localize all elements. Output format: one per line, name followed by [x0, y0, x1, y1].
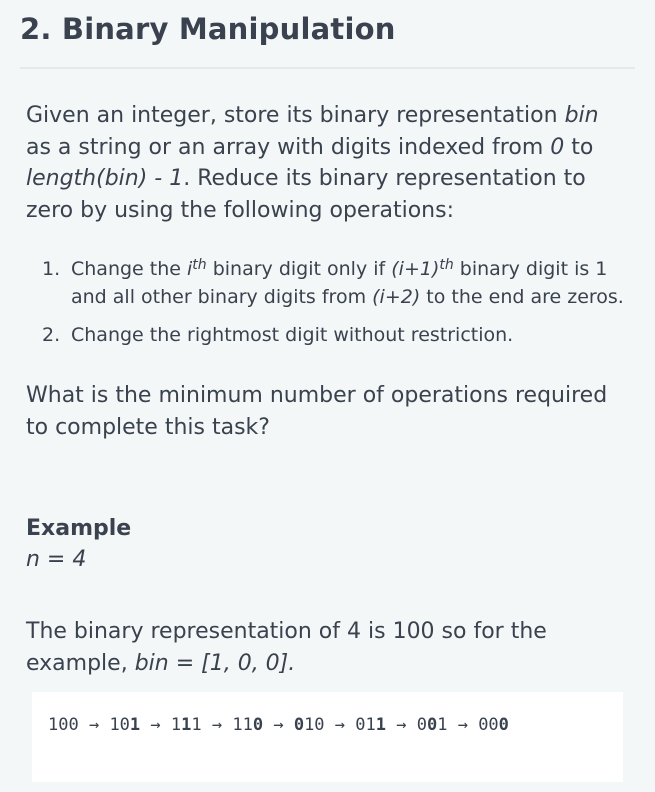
example-binary-sentence: The binary representation of 4 is 100 so for the example,: [26, 619, 547, 676]
arrow-icon: →: [140, 715, 171, 735]
op1-text-3: binary digit is 1 and all other binary digits from: [71, 258, 608, 308]
operation-item-2: [42, 321, 642, 349]
sequence-step: 001: [416, 715, 448, 735]
arrow-icon: →: [386, 715, 417, 735]
intro-length: length(bin) - 1: [26, 166, 184, 192]
op1-i: i: [187, 258, 193, 280]
op1-i-plus-2: (i+2): [372, 286, 421, 308]
sequence-step: 100: [48, 715, 79, 735]
op1-i-plus-1: (i+1): [391, 258, 440, 280]
operation-number: 1.: [42, 258, 61, 280]
example-bin-value: bin = [1, 0, 0].: [134, 650, 296, 676]
operations-list: [42, 255, 642, 349]
op1-sup-1: th: [192, 257, 207, 273]
example-n: n = 4: [26, 547, 87, 572]
arrow-icon: →: [78, 715, 110, 735]
problem-title: 2. Binary Manipulation: [20, 12, 396, 46]
arrow-icon: →: [263, 715, 294, 735]
sequence-step: 000: [478, 715, 509, 735]
operation-number: 2.: [42, 324, 61, 346]
title-divider: [20, 67, 635, 69]
op1-text-2: binary digit only if: [206, 258, 392, 280]
operation-item-1: [42, 255, 642, 311]
example-binary-text: [26, 616, 636, 679]
sequence-step: 110: [232, 715, 264, 735]
intro-zero: 0: [550, 134, 565, 160]
example-heading: Example: [26, 516, 132, 541]
arrow-icon: →: [201, 715, 233, 735]
sequence-step: 111: [170, 715, 202, 735]
op2-text: Change the rightmost digit without restriction.: [71, 324, 514, 346]
op1-sup-2: th: [439, 257, 454, 273]
sequence-step: 010: [293, 715, 325, 735]
sequence-step: 101: [109, 715, 141, 735]
problem-intro: [26, 100, 626, 226]
operation-sequence: [48, 710, 608, 741]
arrow-icon: →: [324, 715, 356, 735]
question-text: What is the minimum number of operations required to complete this task?: [26, 383, 608, 440]
intro-text-2: as a string or an array with digits indexed from: [26, 134, 551, 160]
code-block: [32, 692, 623, 782]
op1-text-4: to the end are zeros.: [420, 286, 624, 308]
op1-text-1: Change the: [71, 258, 188, 280]
sequence-step: 011: [355, 715, 386, 735]
intro-text-4: . Reduce its binary representation to zero by using the following operations:: [26, 166, 586, 223]
intro-text-3: to: [564, 134, 594, 160]
intro-text-1: Given an integer, store its binary representation: [26, 103, 565, 128]
intro-bin: bin: [564, 103, 599, 128]
arrow-icon: →: [447, 715, 479, 735]
